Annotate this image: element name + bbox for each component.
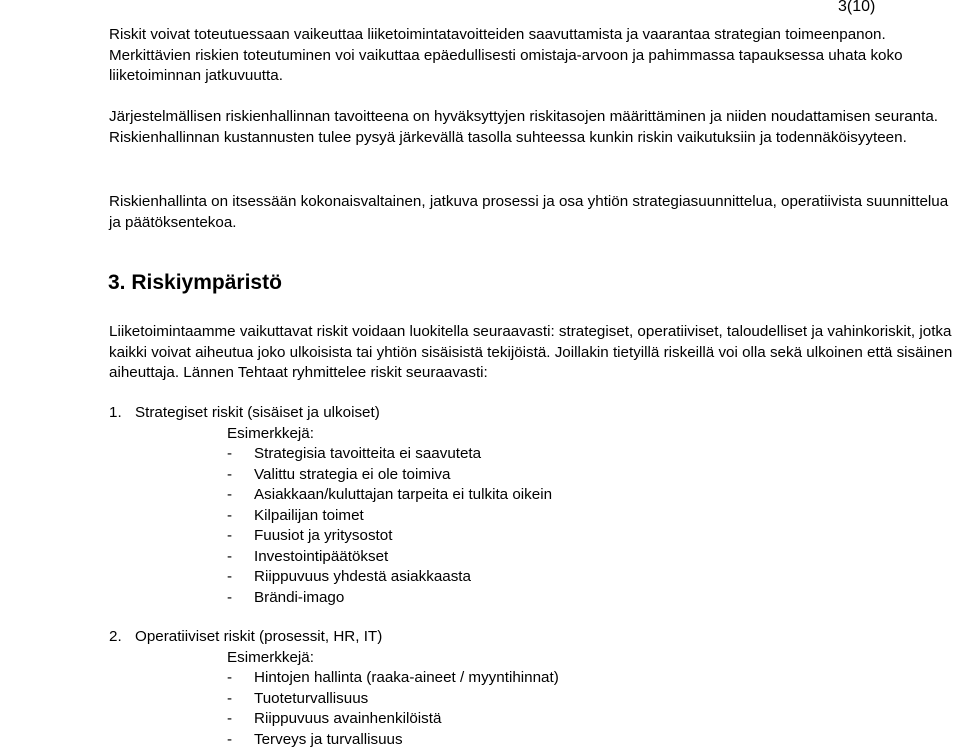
list-item: [109, 689, 559, 710]
dash-bullet: -: [227, 730, 233, 748]
paragraph-risk-classification: Liiketoimintaamme vaikuttavat riskit voidaan luokitella seuraavasti: strategiset, operatiiviset, taloudelliset ja vahinkoriskit, jotka kaikki voivat aiheutua joko ulkoisista tai yhtiön sisäisistä tekijöistä. Joillakin tietyillä riskeillä voi olla sekä ulkoinen että sisäinen aiheuttaja. Lännen Tehtaat ryhmittelee riskit seuraavasti:: [109, 323, 953, 381]
dash-bullet: -: [227, 486, 233, 503]
list-item: [109, 485, 552, 506]
paragraph-risk-effects: Riskit voivat toteutuessaan vaikeuttaa liiketoimintatavoitteiden saavuttamista ja vaarantaa strategian toimeenpanon. Merkittävien riskien toteutuminen voi vaikuttaa epäedullisesti omistaja-arvoon ja pahimmassa tapauksessa uhata koko liiketoiminnan jatkuvuutta.: [109, 26, 903, 84]
list-item: [109, 526, 552, 547]
list-title: [109, 403, 552, 424]
list-title-text: Strategiset riskit (sisäiset ja ulkoiset): [135, 404, 380, 421]
list-item: [109, 567, 552, 588]
dash-bullet: -: [227, 710, 233, 727]
list-item-text: Riippuvuus yhdestä asiakkaasta: [254, 568, 471, 585]
strategic-risks-list: [109, 403, 552, 608]
examples-label: Esimerkkejä:: [227, 424, 314, 442]
list-item: [109, 444, 552, 465]
dash-bullet: -: [227, 689, 233, 707]
list-title-text: Operatiiviset riskit (prosessit, HR, IT): [135, 628, 383, 645]
list-item-text: Tuoteturvallisuus: [254, 689, 369, 707]
list-item-text: Strategisia tavoitteita ei saavuteta: [254, 445, 482, 462]
list-item: [109, 506, 552, 527]
dash-bullet: -: [227, 506, 233, 524]
dash-bullet: -: [227, 445, 233, 462]
list-item-text: Valittu strategia ei ole toimiva: [254, 465, 451, 483]
dash-bullet: -: [227, 547, 233, 565]
examples-label: Esimerkkejä:: [227, 648, 314, 666]
list-item-text: Investointipäätökset: [254, 547, 389, 565]
list-item-text: Kilpailijan toimet: [254, 506, 364, 524]
dash-bullet: -: [227, 588, 233, 606]
operational-risks-list: [109, 627, 559, 750]
paragraph-risk-management-goal: Järjestelmällisen riskienhallinnan tavoitteena on hyväksyttyjen riskitasojen määrittäminen ja niiden noudattamisen seuranta. Riskienhallinnan kustannusten tulee pysyä järkevällä tasolla suhteessa kunkin riskin vaikutuksiin ja todennäköisyyteen.: [109, 108, 939, 146]
list-number: 2.: [109, 628, 122, 645]
list-item: [109, 709, 559, 730]
dash-bullet: -: [227, 465, 233, 483]
list-item-text: Asiakkaan/kuluttajan tarpeita ei tulkita oikein: [254, 486, 553, 503]
list-item-text: Brändi-imago: [254, 588, 345, 606]
list-item-text: Hintojen hallinta (raaka-aineet / myyntihinnat): [254, 669, 559, 686]
list-item-text: Terveys ja turvallisuus: [254, 730, 403, 748]
list-item: [109, 547, 552, 568]
list-number: 1.: [109, 404, 122, 421]
list-item-text: Fuusiot ja yritysostot: [254, 527, 393, 544]
dash-bullet: -: [227, 669, 233, 686]
list-item: [109, 465, 552, 486]
page-number: 3(10): [838, 0, 876, 15]
list-item: [109, 588, 552, 609]
dash-bullet: -: [227, 568, 233, 585]
list-item: [109, 668, 559, 689]
list-item: [109, 730, 559, 751]
list-item-text: Riippuvuus avainhenkilöistä: [254, 710, 442, 727]
section-heading: 3. Riskiympäristö: [108, 271, 282, 294]
paragraph-risk-management-process: Riskienhallinta on itsessään kokonaisvaltainen, jatkuva prosessi ja osa yhtiön strategiasuunnittelua, operatiivista suunnittelua ja päätöksentekoa.: [109, 193, 949, 231]
list-title: [109, 627, 559, 648]
dash-bullet: -: [227, 527, 233, 544]
